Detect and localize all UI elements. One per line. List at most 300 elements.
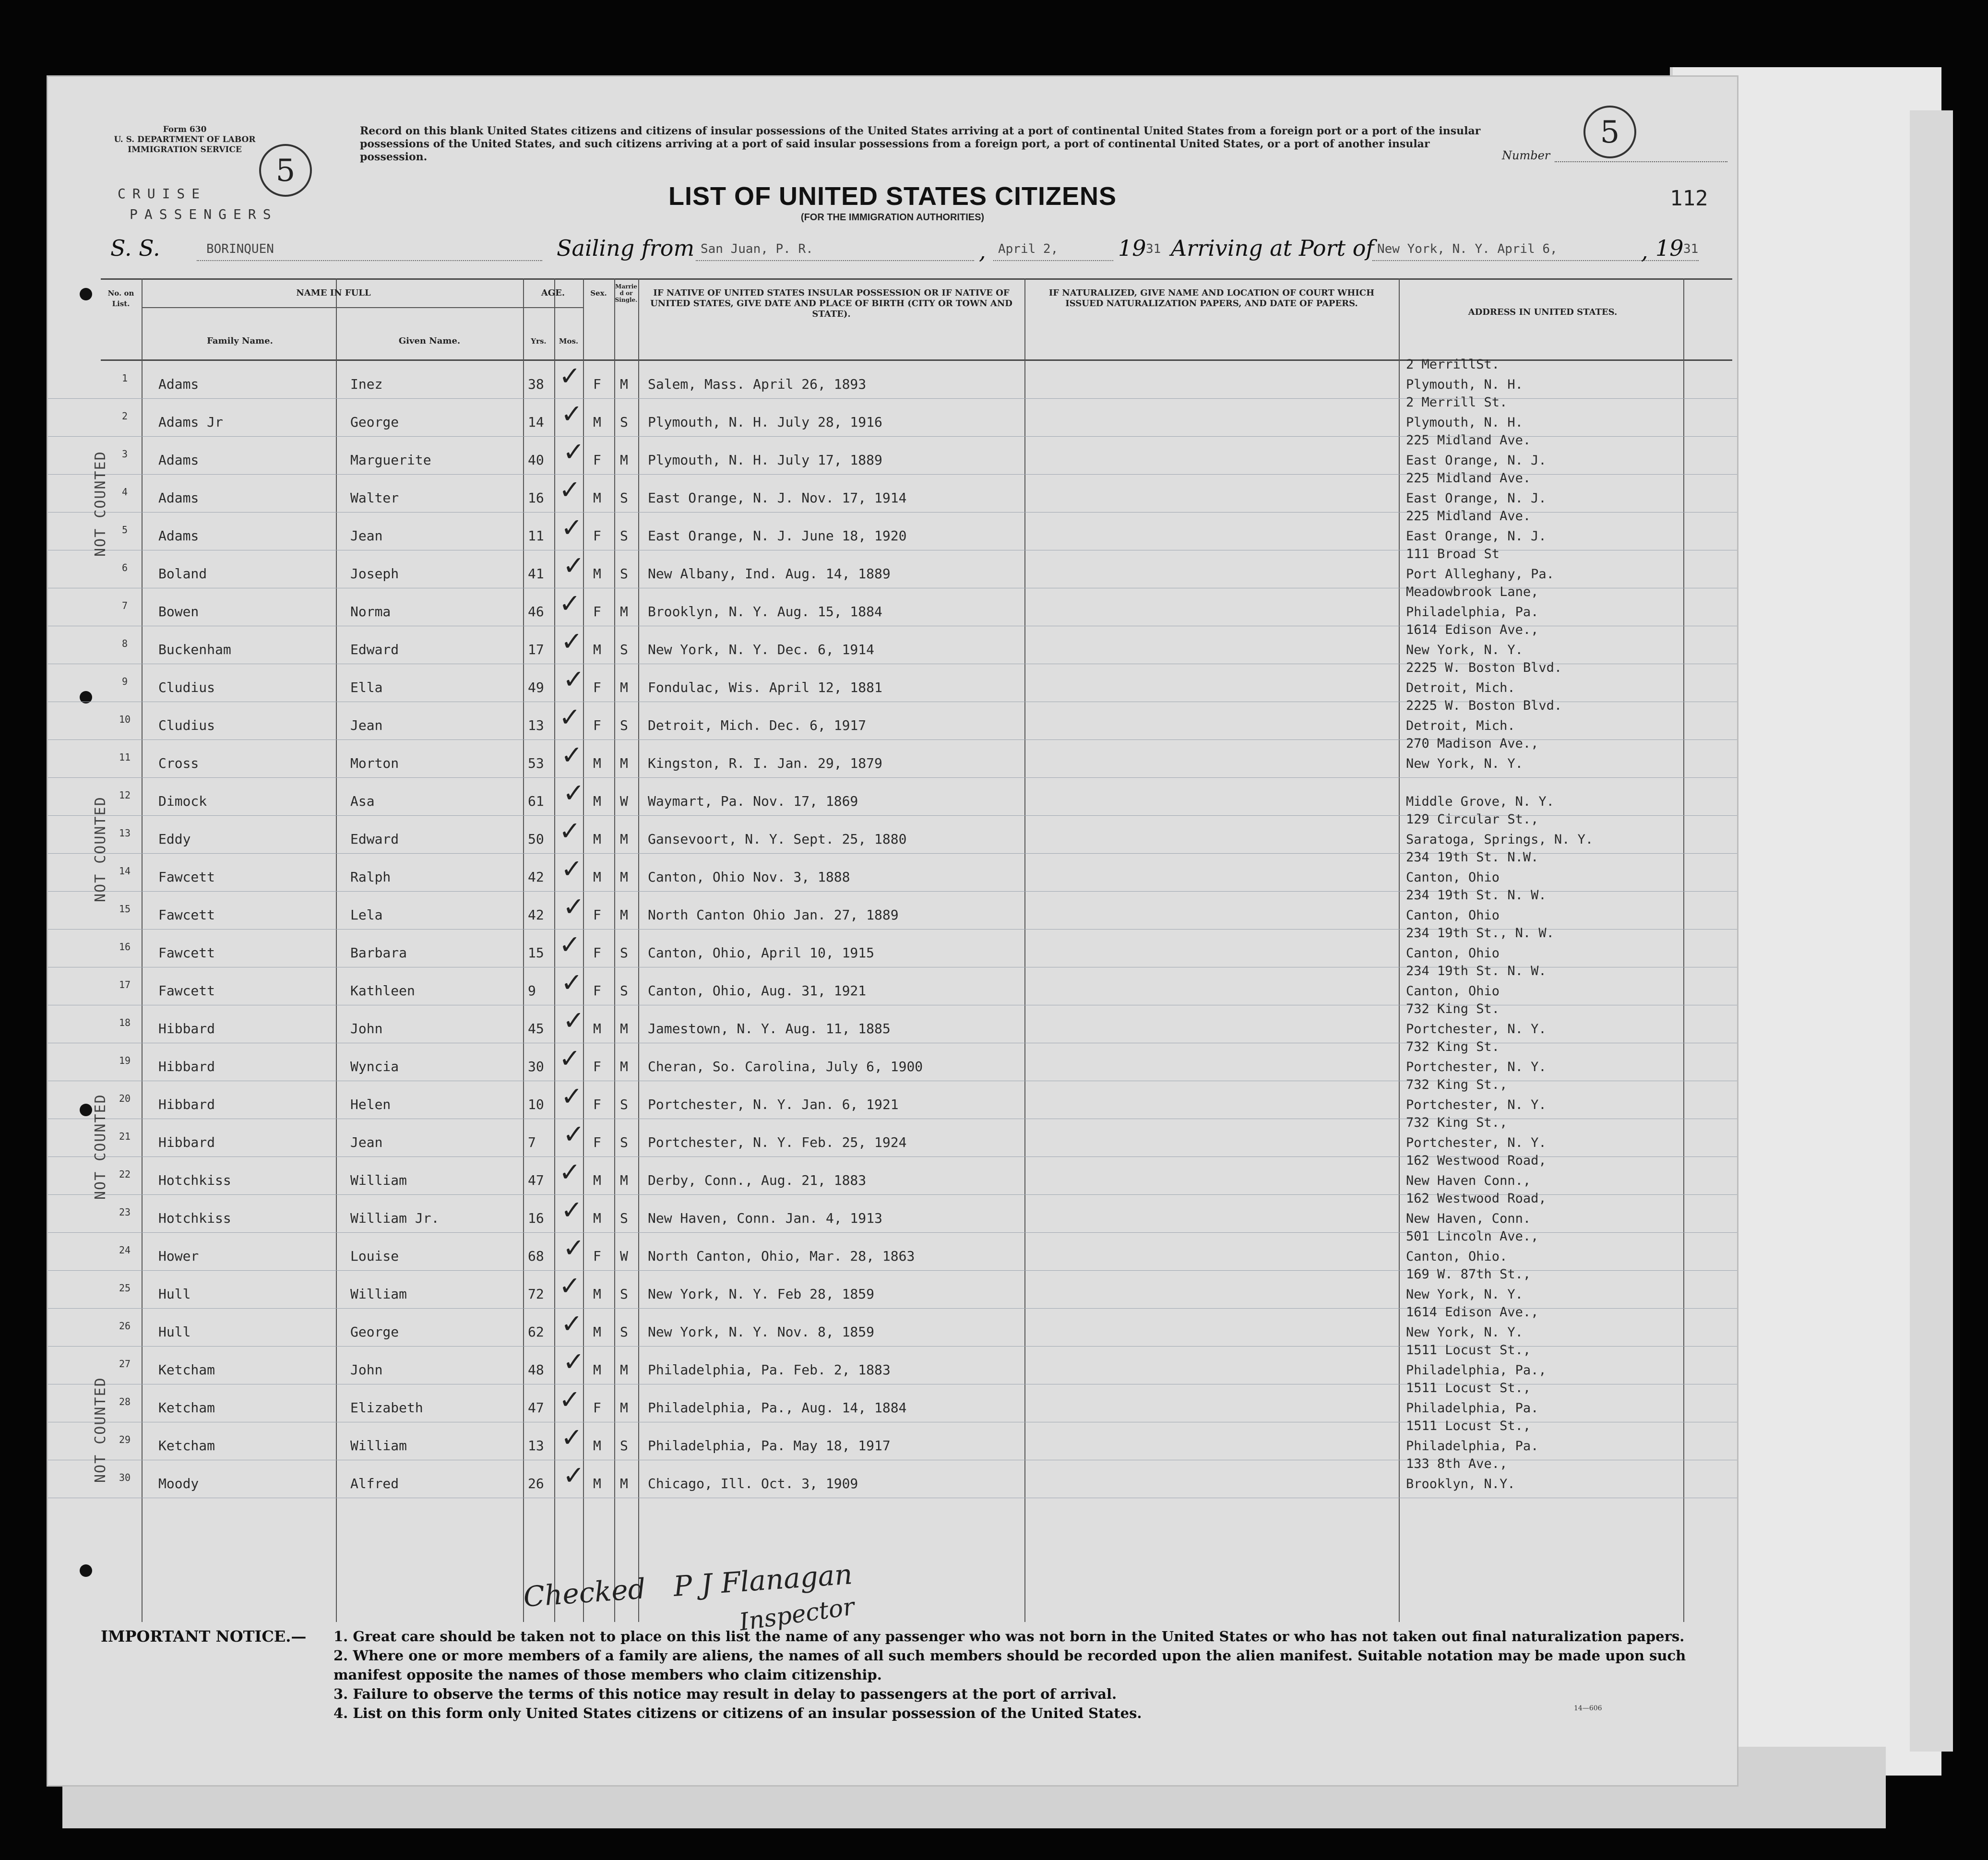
circled-number-left: 5 xyxy=(259,144,312,197)
marital-status-cell: M xyxy=(620,755,628,771)
marital-status-cell: S xyxy=(620,1134,628,1150)
sex-cell: M xyxy=(593,642,601,657)
address-line-1: 133 8th Ave., xyxy=(1406,1456,1508,1471)
marital-status-cell: S xyxy=(620,642,628,657)
marital-status-cell: S xyxy=(620,1286,628,1302)
given-name-cell: Ella xyxy=(350,680,383,695)
row-number: 19 xyxy=(119,1055,131,1066)
address-line-2: Port Alleghany, Pa. xyxy=(1406,567,1554,582)
address-line-1: 111 Broad St xyxy=(1406,547,1500,561)
family-name-cell: Hibbard xyxy=(158,1059,215,1074)
not-counted-stamp: NOT COUNTED xyxy=(92,1094,109,1200)
table-row xyxy=(48,888,1737,930)
family-name-cell: Ketcham xyxy=(158,1362,215,1378)
table-row xyxy=(48,778,1737,816)
address-line-2: Canton, Ohio xyxy=(1406,870,1500,885)
sex-cell: M xyxy=(593,1324,601,1340)
row-number: 26 xyxy=(119,1320,131,1332)
table-row xyxy=(48,547,1737,588)
family-name-cell: Buckenham xyxy=(158,642,231,657)
table-row xyxy=(48,926,1737,967)
age-cell: 10 xyxy=(528,1097,544,1112)
given-name-cell: Kathleen xyxy=(350,983,415,999)
birth-place-date-cell: Brooklyn, N. Y. Aug. 15, 1884 xyxy=(648,604,882,620)
row-number: 22 xyxy=(119,1168,131,1180)
table-row xyxy=(48,433,1737,475)
arriving-label: Arriving at Port of xyxy=(1171,235,1374,261)
address-line-1: 270 Madison Ave., xyxy=(1406,736,1539,751)
marital-status-cell: S xyxy=(620,1210,628,1226)
sex-cell: M xyxy=(593,1438,601,1454)
marital-status-cell: M xyxy=(620,1400,628,1416)
address-line-1: 2225 W. Boston Blvd. xyxy=(1406,660,1562,675)
marital-status-cell: M xyxy=(620,1476,628,1491)
row-number: 4 xyxy=(121,486,128,498)
sex-cell: M xyxy=(593,1362,601,1378)
age-cell: 53 xyxy=(528,755,544,771)
birth-place-date-cell: Canton, Ohio Nov. 3, 1888 xyxy=(648,869,850,885)
birth-place-date-cell: Gansevoort, N. Y. Sept. 25, 1880 xyxy=(648,831,907,847)
table-row xyxy=(48,1456,1737,1498)
voyage-line: S. S. BORINQUEN Sailing from San Juan, P. R. , April 2, 19 31 Arriving at Port of New York, N. Y. April 6, , 19 31 xyxy=(110,235,1699,264)
check-mark: ✓ xyxy=(559,1043,581,1073)
check-mark: ✓ xyxy=(563,1460,585,1490)
marital-status-cell: S xyxy=(620,414,628,430)
given-name-cell: Edward xyxy=(350,642,399,657)
address-line-1: 1614 Edison Ave., xyxy=(1406,1305,1539,1320)
header-sex: Sex. xyxy=(590,289,607,298)
row-number: 7 xyxy=(121,600,128,611)
family-name-cell: Fawcett xyxy=(158,907,215,923)
header-naturalized: IF NATURALIZED, GIVE NAME AND LOCATION OF COURT WHICH ISSUED NATURALIZATION PAPERS, AND DATE OF PAPERS. xyxy=(1048,288,1375,309)
sailing-label: Sailing from xyxy=(557,235,695,261)
check-mark: ✓ xyxy=(561,967,583,998)
table-row xyxy=(48,1267,1737,1309)
given-name-cell: Jean xyxy=(350,528,383,544)
marital-status-cell: S xyxy=(620,528,628,544)
passenger-table-body xyxy=(48,357,1737,1513)
address-line-1: 1511 Locust St., xyxy=(1406,1381,1531,1395)
age-cell: 7 xyxy=(528,1134,536,1150)
birth-place-date-cell: Jamestown, N. Y. Aug. 11, 1885 xyxy=(648,1021,891,1037)
birth-place-date-cell: Waymart, Pa. Nov. 17, 1869 xyxy=(648,793,858,809)
family-name-cell: Hotchkiss xyxy=(158,1172,231,1188)
given-name-cell: Helen xyxy=(350,1097,391,1112)
notice-items xyxy=(333,1627,1715,1723)
given-name-cell: William xyxy=(350,1172,407,1188)
table-row xyxy=(48,1191,1737,1233)
age-cell: 16 xyxy=(528,1210,544,1226)
address-line-2: Philadelphia, Pa., xyxy=(1406,1363,1547,1378)
header-mos: Mos. xyxy=(559,337,579,346)
given-name-cell: Alfred xyxy=(350,1476,399,1491)
address-line-1: 129 Circular St., xyxy=(1406,812,1539,827)
number-line xyxy=(1555,161,1727,162)
birth-place-date-cell: Philadelphia, Pa., Aug. 14, 1884 xyxy=(648,1400,907,1416)
age-cell: 61 xyxy=(528,793,544,809)
sex-cell: M xyxy=(593,414,601,430)
table-row xyxy=(48,660,1737,702)
cruise-stamp-line2: PASSENGERS xyxy=(130,206,278,222)
address-line-2: East Orange, N. J. xyxy=(1406,529,1547,544)
address-line-2: New York, N. Y. xyxy=(1406,643,1523,657)
family-name-cell: Fawcett xyxy=(158,945,215,961)
row-number: 10 xyxy=(119,714,131,725)
age-cell: 46 xyxy=(528,604,544,620)
given-name-cell: Elizabeth xyxy=(350,1400,423,1416)
family-name-cell: Hibbard xyxy=(158,1134,215,1150)
address-line-1: 732 King St. xyxy=(1406,1002,1500,1016)
row-number: 18 xyxy=(119,1017,131,1028)
table-row xyxy=(48,1002,1737,1043)
age-cell: 30 xyxy=(528,1059,544,1074)
sex-cell: F xyxy=(593,452,601,468)
birth-place-date-cell: Cheran, So. Carolina, July 6, 1900 xyxy=(648,1059,923,1074)
age-cell: 45 xyxy=(528,1021,544,1037)
signature-title: Inspector xyxy=(738,1592,857,1636)
check-mark: ✓ xyxy=(561,399,583,429)
not-counted-stamp: NOT COUNTED xyxy=(92,451,109,557)
age-cell: 17 xyxy=(528,642,544,657)
marital-status-cell: W xyxy=(620,1248,628,1264)
address-line-1: 234 19th St. N. W. xyxy=(1406,964,1547,978)
address-line-1: 225 Midland Ave. xyxy=(1406,471,1531,486)
birth-place-date-cell: Canton, Ohio, Aug. 31, 1921 xyxy=(648,983,867,999)
given-name-cell: John xyxy=(350,1362,383,1378)
header-family-name: Family Name. xyxy=(207,336,273,346)
age-cell: 47 xyxy=(528,1172,544,1188)
row-number: 6 xyxy=(121,562,128,573)
address-line-2: Plymouth, N. H. xyxy=(1406,377,1523,392)
age-cell: 68 xyxy=(528,1248,544,1264)
address-line-1: 162 Westwood Road, xyxy=(1406,1153,1547,1168)
marital-status-cell: M xyxy=(620,680,628,695)
row-number: 20 xyxy=(119,1093,131,1104)
check-mark: ✓ xyxy=(561,513,583,543)
marital-status-cell: S xyxy=(620,983,628,999)
row-number: 23 xyxy=(119,1206,131,1218)
marital-status-cell: W xyxy=(620,793,628,809)
row-number: 24 xyxy=(119,1244,131,1256)
header-given-name: Given Name. xyxy=(398,336,461,346)
header-no-on-list: No. on List. xyxy=(107,289,134,308)
row-number: 28 xyxy=(119,1396,131,1407)
given-name-cell: Asa xyxy=(350,793,375,809)
sex-cell: M xyxy=(593,793,601,809)
age-cell: 42 xyxy=(528,869,544,885)
table-row xyxy=(48,471,1737,513)
birth-place-date-cell: North Canton Ohio Jan. 27, 1889 xyxy=(648,907,899,923)
sex-cell: M xyxy=(593,1172,601,1188)
form-number: Form 630 xyxy=(163,125,207,134)
address-line-1: 501 Lincoln Ave., xyxy=(1406,1229,1539,1244)
binder-hole xyxy=(80,1564,92,1577)
given-name-cell: Jean xyxy=(350,1134,383,1150)
address-line-1: 1511 Locust St., xyxy=(1406,1343,1531,1358)
birth-place-date-cell: New Haven, Conn. Jan. 4, 1913 xyxy=(648,1210,882,1226)
notice-item: 3. Failure to observe the terms of this notice may result in delay to passengers at the port of arrival. xyxy=(333,1686,1117,1702)
row-number: 16 xyxy=(119,941,131,953)
address-line-2: New York, N. Y. xyxy=(1406,756,1523,771)
address-line-2: Brooklyn, N.Y. xyxy=(1406,1477,1515,1491)
sex-cell: M xyxy=(593,1021,601,1037)
age-cell: 42 xyxy=(528,907,544,923)
signature-checked: Checked xyxy=(522,1572,647,1613)
header-age: AGE. xyxy=(541,288,565,298)
marital-status-cell: M xyxy=(620,1362,628,1378)
table-row xyxy=(48,357,1737,399)
address-line-1: 1511 Locust St., xyxy=(1406,1419,1531,1433)
row-number: 15 xyxy=(119,903,131,915)
sex-cell: M xyxy=(593,1476,601,1491)
table-row xyxy=(48,1077,1737,1119)
check-mark: ✓ xyxy=(559,588,581,619)
row-number: 1 xyxy=(121,372,128,384)
birth-place-date-cell: East Orange, N. J. Nov. 17, 1914 xyxy=(648,490,907,506)
address-line-2: New Haven Conn., xyxy=(1406,1173,1531,1188)
sex-cell: F xyxy=(593,717,601,733)
marital-status-cell: M xyxy=(620,1021,628,1037)
row-number: 17 xyxy=(119,979,131,990)
check-mark: ✓ xyxy=(563,1119,585,1149)
address-line-2: Detroit, Mich. xyxy=(1406,680,1515,695)
given-name-cell: Louise xyxy=(350,1248,399,1264)
row-number: 8 xyxy=(121,638,128,649)
manifest-sheet xyxy=(48,77,1737,1785)
marital-status-cell: M xyxy=(620,831,628,847)
family-name-cell: Bowen xyxy=(158,604,199,620)
address-line-1: 234 19th St. N.W. xyxy=(1406,850,1539,865)
age-cell: 9 xyxy=(528,983,536,999)
page-subtitle: (FOR THE IMMIGRATION AUTHORITIES) xyxy=(800,212,985,223)
ship-name: BORINQUEN xyxy=(206,242,274,256)
birth-place-date-cell: Chicago, Ill. Oct. 3, 1909 xyxy=(648,1476,858,1491)
year-prefix-1: 19 xyxy=(1118,235,1146,261)
page-number: 112 xyxy=(1670,186,1708,211)
check-mark: ✓ xyxy=(561,740,583,770)
age-cell: 15 xyxy=(528,945,544,961)
birth-place-date-cell: East Orange, N. J. June 18, 1920 xyxy=(648,528,907,544)
table-row xyxy=(48,1305,1737,1347)
address-line-2: Portchester, N. Y. xyxy=(1406,1135,1547,1150)
age-cell: 47 xyxy=(528,1400,544,1416)
marital-status-cell: M xyxy=(620,1059,628,1074)
sex-cell: M xyxy=(593,755,601,771)
table-row xyxy=(48,1039,1737,1081)
check-mark: ✓ xyxy=(563,892,585,922)
sex-cell: F xyxy=(593,1134,601,1150)
age-cell: 72 xyxy=(528,1286,544,1302)
form-identifier xyxy=(106,125,264,155)
family-name-cell: Hull xyxy=(158,1324,191,1340)
age-cell: 40 xyxy=(528,452,544,468)
row-number: 27 xyxy=(119,1358,131,1370)
check-mark: ✓ xyxy=(559,702,581,732)
given-name-cell: Norma xyxy=(350,604,391,620)
sex-cell: M xyxy=(593,1286,601,1302)
given-name-cell: Ralph xyxy=(350,869,391,885)
family-name-cell: Ketcham xyxy=(158,1438,215,1454)
sex-cell: F xyxy=(593,1097,601,1112)
given-name-cell: Edward xyxy=(350,831,399,847)
family-name-cell: Adams xyxy=(158,490,199,506)
table-row xyxy=(48,1419,1737,1460)
family-name-cell: Adams xyxy=(158,452,199,468)
family-name-cell: Fawcett xyxy=(158,983,215,999)
address-line-2: East Orange, N. J. xyxy=(1406,453,1547,468)
from-port: San Juan, P. R. xyxy=(701,242,813,256)
family-name-cell: Hibbard xyxy=(158,1021,215,1037)
birth-place-date-cell: Portchester, N. Y. Feb. 25, 1924 xyxy=(648,1134,907,1150)
age-cell: 62 xyxy=(528,1324,544,1340)
address-line-2: Portchester, N. Y. xyxy=(1406,1022,1547,1037)
record-instructions: Record on this blank United States citizens and citizens of insular possessions of the United States arriving at a port of continental United States from a foreign port or a port of the insular possessions of the United States, and such citizens arriving at a port of said insular possessions from a foreign port, a port of continental United States, or a port of another insular possession. xyxy=(360,125,1481,163)
birth-place-date-cell: New York, N. Y. Dec. 6, 1914 xyxy=(648,642,875,657)
marital-status-cell: S xyxy=(620,490,628,506)
notice-item: 2. Where one or more members of a family are aliens, the names of all such members should be recorded upon the alien manifest. Suitable notation may be made upon such manifest opposite the names of those members who claim citizenship. xyxy=(333,1647,1686,1683)
row-number: 3 xyxy=(121,448,128,460)
given-name-cell: George xyxy=(350,1324,399,1340)
check-mark: ✓ xyxy=(563,778,585,808)
given-name-cell: Joseph xyxy=(350,566,399,582)
birth-place-date-cell: Derby, Conn., Aug. 21, 1883 xyxy=(648,1172,867,1188)
address-line-1: Meadowbrook Lane, xyxy=(1406,584,1539,599)
check-mark: ✓ xyxy=(559,475,581,505)
marital-status-cell: M xyxy=(620,452,628,468)
address-line-1: 732 King St. xyxy=(1406,1039,1500,1054)
birth-place-date-cell: Portchester, N. Y. Jan. 6, 1921 xyxy=(648,1097,899,1112)
birth-place-date-cell: Fondulac, Wis. April 12, 1881 xyxy=(648,680,882,695)
birth-place-date-cell: Philadelphia, Pa. May 18, 1917 xyxy=(648,1438,891,1454)
address-line-1: 732 King St., xyxy=(1406,1077,1508,1092)
age-cell: 48 xyxy=(528,1362,544,1378)
page-title: LIST OF UNITED STATES CITIZENS xyxy=(668,182,1117,211)
table-row xyxy=(48,698,1737,740)
birth-place-date-cell: Kingston, R. I. Jan. 29, 1879 xyxy=(648,755,882,771)
address-line-2: Middle Grove, N. Y. xyxy=(1406,794,1554,809)
address-line-2: Plymouth, N. H. xyxy=(1406,415,1523,430)
notice-item: 1. Great care should be taken not to place on this list the name of any passenger who was not born in the United States or who has not taken out final naturalization papers. xyxy=(333,1628,1685,1645)
birth-place-date-cell: New York, N. Y. Nov. 8, 1859 xyxy=(648,1324,875,1340)
row-number: 12 xyxy=(119,789,131,801)
address-line-2: Canton, Ohio xyxy=(1406,946,1500,961)
address-line-2: New Haven, Conn. xyxy=(1406,1211,1531,1226)
address-line-1: 2 Merrill St. xyxy=(1406,395,1508,410)
paper-stack-edge xyxy=(1910,110,1953,1752)
table-row xyxy=(48,1229,1737,1271)
family-name-cell: Cludius xyxy=(158,717,215,733)
check-mark: ✓ xyxy=(559,1271,581,1301)
check-mark: ✓ xyxy=(563,1347,585,1377)
given-name-cell: Walter xyxy=(350,490,399,506)
printer-code: 14—606 xyxy=(1574,1705,1602,1712)
address-line-1: 2 MerrillSt. xyxy=(1406,357,1500,372)
signature-name: P J Flanagan xyxy=(672,1558,854,1603)
family-name-cell: Moody xyxy=(158,1476,199,1491)
given-name-cell: William Jr. xyxy=(350,1210,440,1226)
address-line-1: 234 19th St., N. W. xyxy=(1406,926,1554,941)
table-row xyxy=(48,1381,1737,1422)
family-name-cell: Fawcett xyxy=(158,869,215,885)
notice-label: IMPORTANT NOTICE.— xyxy=(101,1627,307,1645)
given-name-cell: Wyncia xyxy=(350,1059,399,1074)
row-number: 29 xyxy=(119,1434,131,1445)
age-cell: 14 xyxy=(528,414,544,430)
check-mark: ✓ xyxy=(561,1309,583,1339)
family-name-cell: Hower xyxy=(158,1248,199,1264)
header-address: ADDRESS IN UNITED STATES. xyxy=(1468,307,1618,317)
address-line-2: New York, N. Y. xyxy=(1406,1287,1523,1302)
check-mark: ✓ xyxy=(563,550,585,581)
given-name-cell: Jean xyxy=(350,717,383,733)
birth-place-date-cell: New York, N. Y. Feb 28, 1859 xyxy=(648,1286,875,1302)
birth-place-date-cell: Philadelphia, Pa. Feb. 2, 1883 xyxy=(648,1362,891,1378)
age-cell: 16 xyxy=(528,490,544,506)
check-mark: ✓ xyxy=(563,1005,585,1036)
family-name-cell: Boland xyxy=(158,566,207,582)
marital-status-cell: M xyxy=(620,907,628,923)
address-line-2: Canton, Ohio xyxy=(1406,984,1500,999)
family-name-cell: Hull xyxy=(158,1286,191,1302)
table-row xyxy=(48,964,1737,1005)
marital-status-cell: M xyxy=(620,1172,628,1188)
address-line-2: Portchester, N. Y. xyxy=(1406,1097,1547,1112)
family-name-cell: Hibbard xyxy=(158,1097,215,1112)
given-name-cell: John xyxy=(350,1021,383,1037)
header-name-in-full: NAME IN FULL xyxy=(296,288,371,298)
year-prefix-2: 19 xyxy=(1655,235,1684,261)
sex-cell: F xyxy=(593,945,601,961)
marital-status-cell: S xyxy=(620,1097,628,1112)
form-department: U. S. DEPARTMENT OF LABOR xyxy=(114,135,256,144)
check-mark: ✓ xyxy=(559,361,581,391)
address-line-1: 225 Midland Ave. xyxy=(1406,433,1531,448)
given-name-cell: William xyxy=(350,1438,407,1454)
birth-place-date-cell: North Canton, Ohio, Mar. 28, 1863 xyxy=(648,1248,915,1264)
family-name-cell: Adams xyxy=(158,528,199,544)
birth-place-date-cell: Detroit, Mich. Dec. 6, 1917 xyxy=(648,717,867,733)
check-mark: ✓ xyxy=(559,1157,581,1187)
form-service: IMMIGRATION SERVICE xyxy=(128,145,242,155)
address-line-1: 225 Midland Ave. xyxy=(1406,509,1531,524)
age-cell: 41 xyxy=(528,566,544,582)
birth-place-date-cell: Salem, Mass. April 26, 1893 xyxy=(648,376,867,392)
family-name-cell: Dimock xyxy=(158,793,207,809)
address-line-2: Philadelphia, Pa. xyxy=(1406,605,1539,620)
sex-cell: F xyxy=(593,528,601,544)
birth-place-date-cell: Canton, Ohio, April 10, 1915 xyxy=(648,945,875,961)
age-cell: 13 xyxy=(528,1438,544,1454)
age-cell: 11 xyxy=(528,528,544,544)
year-2: 31 xyxy=(1683,242,1699,256)
row-number: 14 xyxy=(119,865,131,877)
table-row xyxy=(48,1115,1737,1157)
address-line-2: Philadelphia, Pa. xyxy=(1406,1401,1539,1416)
family-name-cell: Cross xyxy=(158,755,199,771)
sex-cell: F xyxy=(593,907,601,923)
sex-cell: F xyxy=(593,604,601,620)
address-line-2: Canton, Ohio. xyxy=(1406,1249,1508,1264)
table-row xyxy=(48,395,1737,437)
ss-label: S. S. xyxy=(110,235,160,261)
given-name-cell: Morton xyxy=(350,755,399,771)
sex-cell: F xyxy=(593,1248,601,1264)
sex-cell: F xyxy=(593,376,601,392)
birth-place-date-cell: Plymouth, N. H. July 28, 1916 xyxy=(648,414,882,430)
given-name-cell: George xyxy=(350,414,399,430)
sex-cell: M xyxy=(593,490,601,506)
address-line-1: 2225 W. Boston Blvd. xyxy=(1406,698,1562,713)
